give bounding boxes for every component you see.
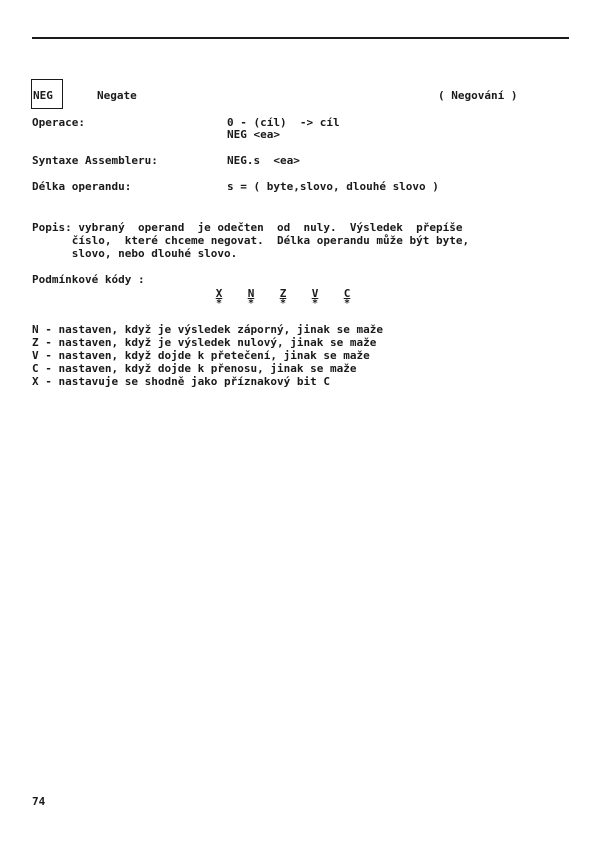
condition-codes	[203, 287, 363, 308]
delka-label: Délka operandu:	[32, 180, 132, 193]
popis-line1: Popis: vybraný operand je odečten od nuly. Výsledek přepíše	[32, 221, 463, 234]
desc-c: C - nastaven, když dojde k přenosu, jinak se maže	[32, 362, 357, 375]
mark-n: *	[247, 298, 255, 309]
desc-v: V - nastaven, když dojde k přetečení, jinak se maže	[32, 349, 370, 362]
mark-z: *	[279, 298, 287, 309]
top-rule	[32, 37, 569, 39]
operace-label: Operace:	[32, 116, 85, 129]
flag-n: N	[247, 287, 255, 300]
flag-c: C	[343, 287, 351, 300]
flag-x: X	[215, 287, 223, 300]
mnemonic-box	[31, 79, 63, 109]
desc-z: Z - nastaven, když je výsledek nulový, jinak se maže	[32, 336, 377, 349]
flag-marks	[203, 300, 363, 308]
syntax-label: Syntaxe Assembleru:	[32, 154, 158, 167]
flag-v: V	[311, 287, 319, 300]
delka-value: s = ( byte,slovo, dlouhé slovo )	[227, 180, 439, 193]
syntax-value: NEG.s <ea>	[227, 154, 300, 167]
page-number: 74	[32, 795, 46, 808]
mnemonic: NEG	[33, 89, 53, 102]
mark-x: *	[215, 298, 223, 309]
desc-n: N - nastaven, když je výsledek záporný, jinak se maže	[32, 323, 383, 336]
podminkove-label: Podmínkové kódy :	[32, 273, 145, 286]
operace-line1: 0 - (cíl) -> cíl	[227, 116, 340, 129]
desc-x: X - nastavuje se shodně jako příznakový bit C	[32, 375, 331, 388]
instruction-czech-name: ( Negování )	[438, 89, 518, 102]
popis-line3: slovo, nebo dlouhé slovo.	[32, 247, 238, 260]
flag-z: Z	[279, 287, 287, 300]
operace-line2: NEG <ea>	[227, 128, 280, 141]
mark-c: *	[343, 298, 351, 309]
mark-v: *	[311, 298, 319, 309]
instruction-name: Negate	[97, 89, 137, 102]
popis-line2: číslo, které chceme negovat. Délka operandu může být byte,	[32, 234, 470, 247]
